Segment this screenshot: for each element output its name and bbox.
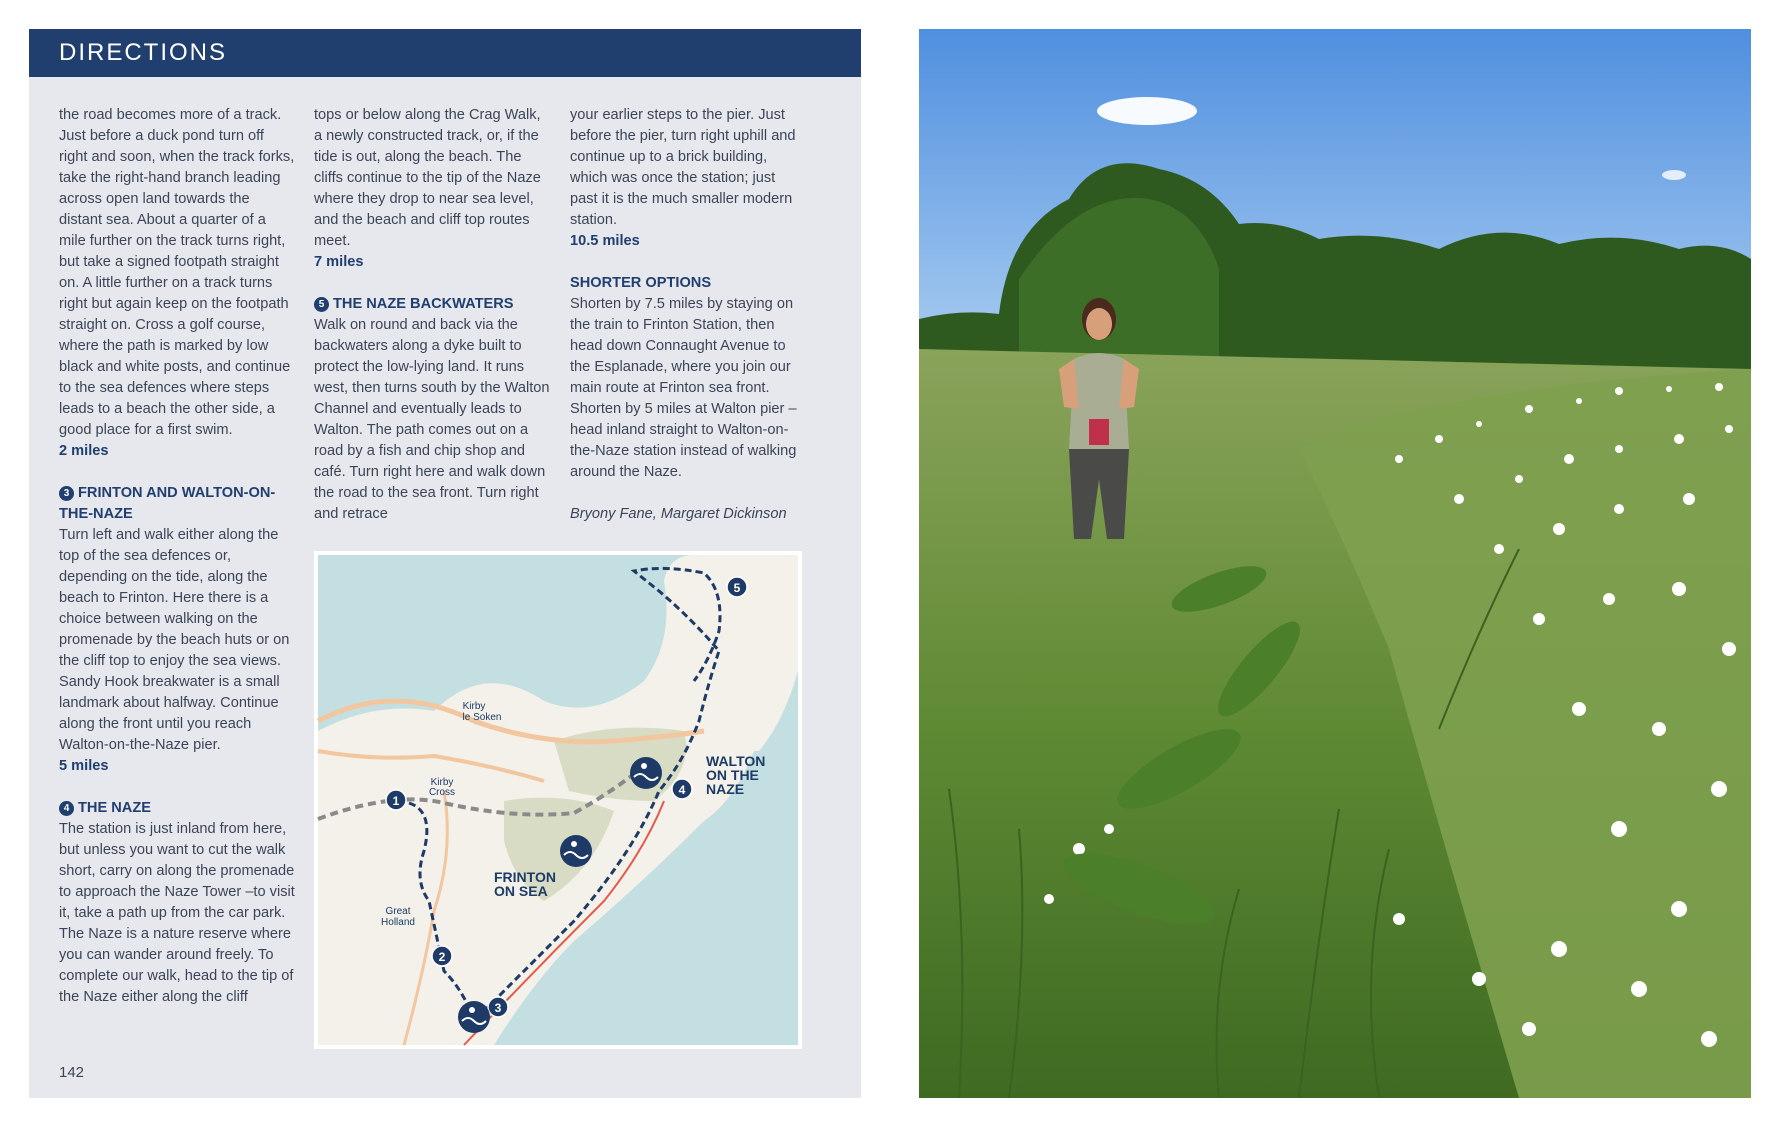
paragraph: Shorten by 7.5 miles by staying on the train to Frinton Station, then head down Connaught Avenue to the Esplanade, where you join our main route at Frinton sea front. Shorten by 5 miles at Walton pier – head inland straight to Walton-on-the-Naze station instead of walking around the Naze.: [570, 296, 797, 480]
section-title: THE NAZE BACKWATERS: [333, 296, 514, 312]
map-label-walton: ON THE: [706, 767, 759, 783]
paragraph: The station is just inland from here, but unless you want to cut the walk short, carry on along the promenade to approach the Naze Tower –to visit it, take a path up from the car park. The Naze is a nature reserve where you can wander around freely. To complete our walk, head to the tip of the Naze either along the cliff: [59, 821, 295, 1005]
photo-credit: Bryony Fane, Margaret Dickinson: [570, 506, 787, 522]
left-page: [29, 29, 861, 1098]
route-map: [314, 551, 802, 1049]
paragraph: Turn left and walk either along the top of the sea defences or, depending on the tide, along the beach to Frinton. Here there is a choice between walking on the promenade by the beach huts or on the cliff top to enjoy the sea views. Sandy Hook breakwater is a small landmark about halfway. Continue along the front until you reach Walton-on-the-Naze pier.: [59, 527, 290, 753]
distance-label: 2 miles: [59, 443, 109, 459]
map-label-kirby-cross: Kirby: [430, 777, 454, 788]
cloud: [1097, 97, 1197, 125]
svg-text:2: 2: [438, 950, 446, 964]
section-number-badge: 4: [59, 801, 74, 816]
map-label-great-holland: Great: [385, 906, 411, 917]
section-heading: SHORTER OPTIONS: [570, 275, 712, 291]
route-marker-1: [386, 790, 406, 810]
meadow-photo-svg: [919, 29, 1751, 1098]
route-marker-3: [488, 997, 508, 1017]
map-label-frinton: FRINTON: [494, 869, 556, 885]
map-label-great-holland: Holland: [381, 917, 415, 928]
paragraph: Walk on round and back via the backwaters along a dyke built to protect the low-lying land. It runs west, then turns south by the Walton Channel and eventually leads to Walton. The path comes out on a road by a fish and chip shop and café. Turn right here and walk down the road to the sea front. Turn right and retrace: [314, 317, 550, 522]
map-label-frinton: ON SEA: [494, 883, 548, 899]
section-number-badge: 3: [59, 486, 74, 501]
svg-text:1: 1: [392, 794, 400, 808]
map-label-kirby-cross: Cross: [428, 787, 456, 798]
swim-icon: [560, 835, 592, 867]
section-title: THE NAZE: [78, 800, 151, 816]
section-title: FRINTON AND WALTON-ON-THE-NAZE: [59, 485, 276, 522]
page-number: 142: [59, 1064, 85, 1081]
paragraph: tops or below along the Crag Walk, a newly constructed track, or, if the tide is out, along the beach. The cliffs continue to the tip of the Naze where they drop to near sea level, and the beach and cliff top routes meet.: [314, 107, 541, 249]
map-label-walton: NAZE: [706, 781, 745, 797]
svg-text:3: 3: [494, 1001, 502, 1015]
text-column-1: [59, 105, 295, 1008]
distance-label: 10.5 miles: [570, 233, 640, 249]
section-heading: [59, 483, 295, 525]
text-column-2: [314, 105, 550, 525]
distance-label: 7 miles: [314, 254, 364, 270]
svg-text:5: 5: [733, 581, 741, 595]
map-label-kirby-le-soken: Kirby: [462, 701, 486, 712]
cloud: [1662, 170, 1686, 180]
route-marker-2: [432, 946, 452, 966]
swim-icon: [630, 757, 662, 789]
route-map-svg: [314, 551, 802, 1049]
distance-label: 5 miles: [59, 758, 109, 774]
route-marker-4: [672, 779, 692, 799]
paragraph: the road becomes more of a track. Just before a duck pond turn off right and soon, when the track forks, take the right-hand branch leading across open land towards the distant sea. About a quarter of a mile further on the track turns right, but take a signed footpath straight on. A little further on a track turns right but again keep on the footpath straight on. Cross a golf course, where the path is marked by low black and white posts, and continue to the sea defences where steps leads to a beach the other side, a good place for a first swim.: [59, 107, 295, 438]
header-banner: [29, 29, 861, 77]
route-marker-5: [727, 577, 747, 597]
text-column-3: [570, 105, 806, 525]
map-label-walton: WALTON: [706, 753, 766, 769]
section-heading: [314, 294, 550, 315]
page-title: DIRECTIONS: [59, 39, 228, 66]
section-number-badge: 5: [314, 297, 329, 312]
map-label-kirby-le-soken: le Soken: [462, 712, 502, 723]
swim-icon: [458, 1001, 490, 1033]
paragraph: your earlier steps to the pier. Just before the pier, turn right uphill and continue up to a brick building, which was once the station; just past it is the much smaller modern station.: [570, 107, 796, 228]
section-heading: [59, 798, 295, 819]
svg-text:4: 4: [678, 783, 686, 797]
meadow-photo: [919, 29, 1751, 1098]
